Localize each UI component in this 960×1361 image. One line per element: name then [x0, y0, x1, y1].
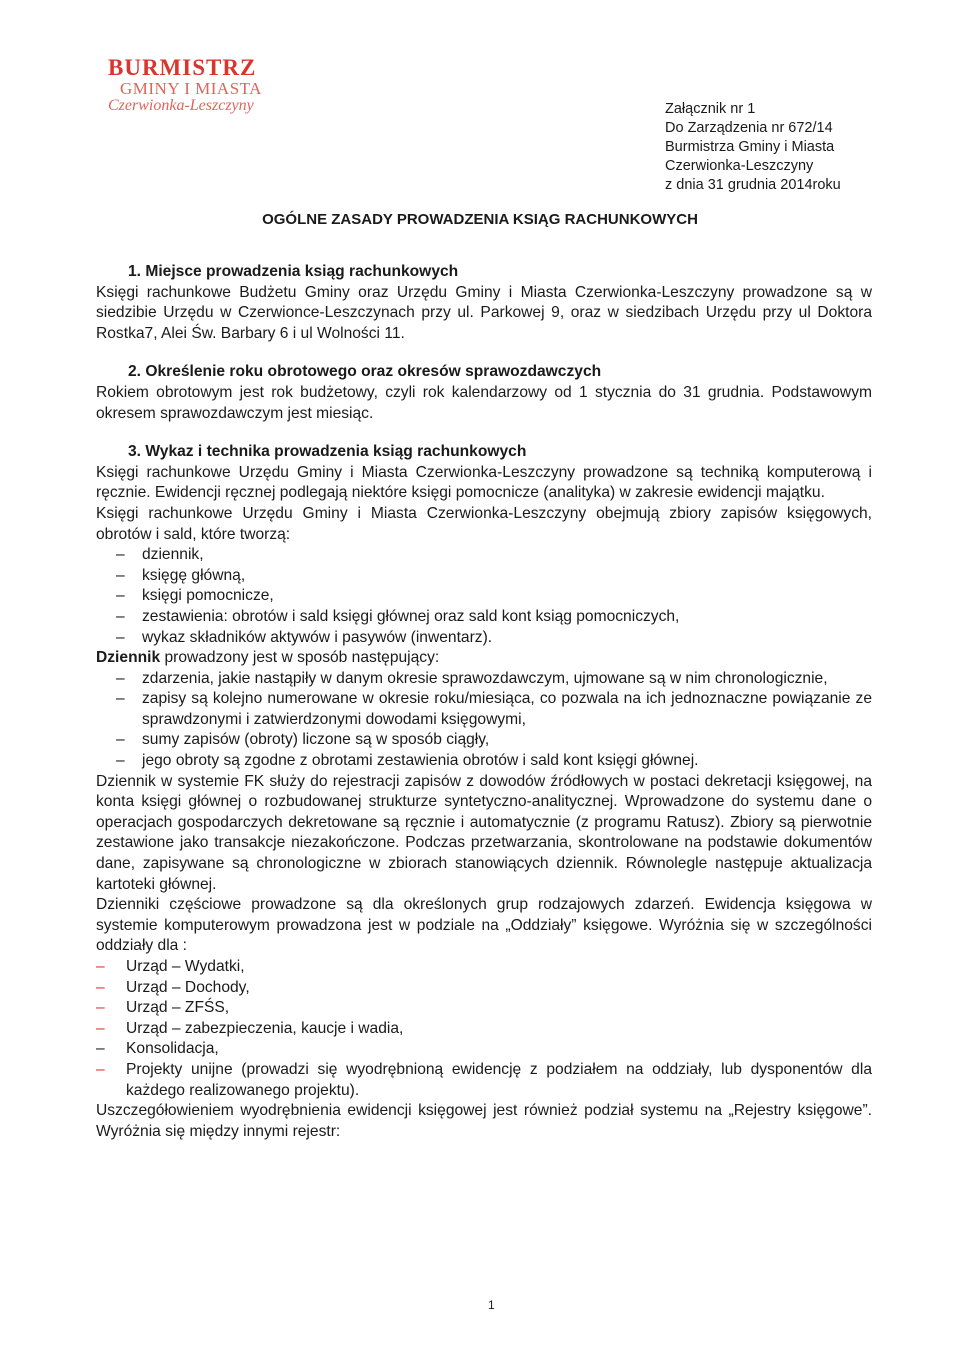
list-item: – wykaz składników aktywów i pasywów (inwentarz).: [96, 628, 872, 649]
ledger-components-list: [96, 545, 872, 648]
attachment-line: Do Zarządzenia nr 672/14: [665, 120, 833, 136]
section-3-paragraph-4: Dzienniki częściowe prowadzone są dla określonych grup rodzajowych zdarzeń. Ewidencja księgowa w systemie komputerowym prowadzona jest w podziale na „Oddziały” księgowe. Wyróżnia się w szczególności oddziały dla :: [96, 896, 872, 955]
section-3-heading: 3. Wykaz i technika prowadzenia ksiąg rachunkowych: [128, 443, 527, 461]
attachment-line: Załącznik nr 1: [665, 101, 756, 117]
dziennik-intro-text: prowadzony jest w sposób następujący:: [160, 649, 440, 667]
list-item: – sumy zapisów (obroty) liczone są w sposób ciągły,: [96, 730, 872, 751]
list-item: – Urząd – ZFŚS,: [96, 998, 872, 1019]
section-3-paragraph-1: Księgi rachunkowe Urzędu Gminy i Miasta Czerwionka-Leszczyny prowadzone są techniką komputerową i ręcznie. Ewidencji ręcznej podlegają niektóre księgi pomocnicze (analityka) w zakresie ewidencji majątku.: [96, 463, 872, 502]
list-item: – Konsolidacja,: [96, 1039, 872, 1060]
stamp-line-1: BURMISTRZ: [108, 55, 257, 80]
list-item: – zapisy są kolejno numerowane w okresie roku/miesiąca, co pozwala na ich jednoznaczne powiązanie ze sprawdzonymi i zatwierdzonymi dowodami księgowymi,: [96, 689, 872, 730]
list-item: – zestawienia: obrotów i sald księgi głównej oraz sald kont ksiąg pomocniczych,: [96, 607, 872, 628]
section-1-body: Księgi rachunkowe Budżetu Gminy oraz Urzędu Gminy i Miasta Czerwionka-Leszczyny prowadzone są w siedzibie Urzędu w Czerwionce-Leszczynach przy ul. Parkowej 9, oraz w siedzibach Urzędu przy ul Doktora Rostka7, Alei Św. Barbary 6 i ul Wolności 11.: [96, 283, 872, 342]
list-item: – księgi pomocnicze,: [96, 586, 872, 607]
section-2-heading: 2. Określenie roku obrotowego oraz okresów sprawozdawczych: [128, 363, 602, 381]
list-item: – zdarzenia, jakie nastąpiły w danym okresie sprawozdawczym, ujmowane są w nim chronologicznie,: [96, 669, 872, 690]
list-item: – Urząd – zabezpieczenia, kaucje i wadia,: [96, 1019, 872, 1040]
list-item: – Urząd – Wydatki,: [96, 957, 872, 978]
page-mark: 1: [488, 1298, 495, 1312]
attachment-line: Burmistrza Gminy i Miasta: [665, 139, 835, 155]
document-body: [96, 262, 872, 1142]
departments-list: [96, 957, 872, 1101]
journal-rules-list: [96, 669, 872, 772]
section-3-paragraph-5: Uszczegółowieniem wyodrębnienia ewidencji księgowej jest również podział systemu na „Rejestry księgowe”. Wyróżnia się między innymi rejestr:: [96, 1102, 872, 1140]
section-1-heading: 1. Miejsce prowadzenia ksiąg rachunkowych: [128, 263, 459, 280]
list-item: – Urząd – Dochody,: [96, 978, 872, 999]
attachment-header: [665, 100, 841, 195]
list-item: – dziennik,: [96, 545, 872, 566]
list-item: – Projekty unijne (prowadzi się wyodrębnioną ewidencję z podziałem na oddziały, lub dysponentów dla każdego realizowanego projektu).: [96, 1060, 872, 1101]
dziennik-keyword: Dziennik: [96, 649, 161, 667]
attachment-line: Czerwionka-Leszczyny: [665, 158, 814, 174]
section-3-paragraph-2: Księgi rachunkowe Urzędu Gminy i Miasta Czerwionka-Leszczyny obejmują zbiory zapisów księgowych, obrotów i sald, które tworzą:: [96, 504, 872, 543]
stamp-line-2: GMINY I MIASTA: [120, 79, 262, 99]
list-item: – księgę główną,: [96, 566, 872, 587]
stamp-line-3: Czerwionka-Leszczyny: [108, 96, 254, 114]
dziennik-intro: [96, 648, 872, 669]
document-title: OGÓLNE ZASADY PROWADZENIA KSIĄG RACHUNKOWYCH: [262, 211, 698, 228]
section-2-body: Rokiem obrotowym jest rok budżetowy, czyli rok kalendarzowy od 1 stycznia do 31 grudnia. Podstawowym okresem sprawozdawczym jest miesiąc.: [96, 383, 872, 422]
section-3-paragraph-3: Dziennik w systemie FK służy do rejestracji zapisów z dowodów źródłowych w postaci dekretacji księgowej, na konta księgi głównej o rozbudowanej strukturze syntetyczno-analitycznej. Wprowadzone do systemu dane o operacjach gospodarczych dekretowane są ręcznie i automatycznie (z programu Ratusz). Zbiory są pierwotnie zestawione jako transakcje niezakończone. Podczas przetwarzania, skontrolowane na podstawie dokumentów dane, zapisywane są chronologiczne w zbiorach stanowiących dziennik. Równolegle następuje aktualizacja kartoteki głównej.: [96, 772, 872, 893]
attachment-line: z dnia 31 grudnia 2014roku: [665, 177, 841, 193]
list-item: – jego obroty są zgodne z obrotami zestawienia obrotów i sald kont księgi głównej.: [96, 751, 872, 772]
mayor-stamp: [108, 56, 262, 115]
